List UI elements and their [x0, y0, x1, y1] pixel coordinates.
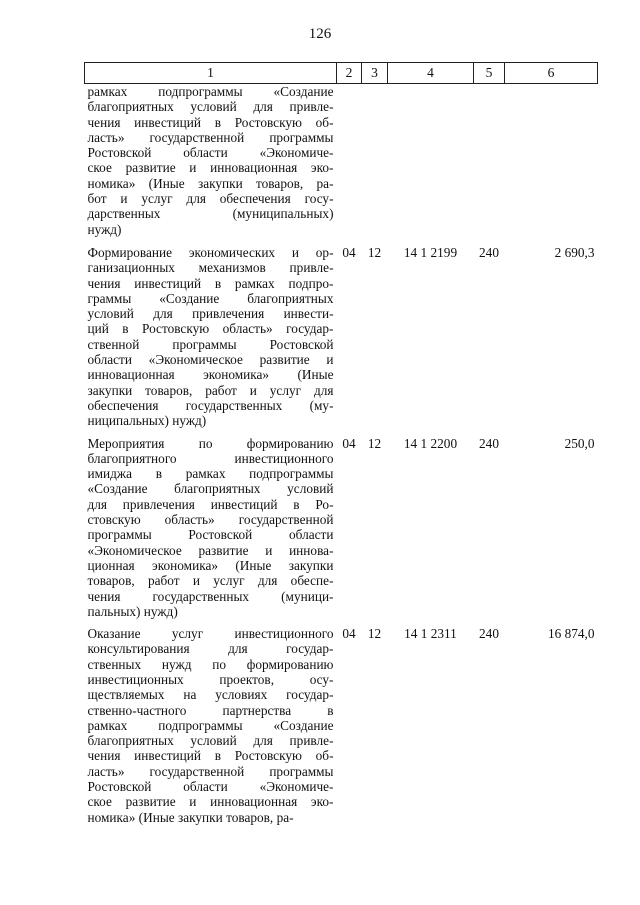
description-line: для привлечения инвестиций в Ро- [87, 496, 334, 512]
section-code [337, 84, 362, 240]
amount-value: 2 690,3 [554, 244, 595, 260]
description-line: Формирование экономических и ор- [87, 244, 334, 260]
description-line: граммы «Создание благоприятных [87, 290, 334, 306]
header-col-6: 6 [505, 63, 598, 84]
description-line: номика» (Иные закупки товаров, ра- [87, 809, 294, 825]
description-line: ственно-частного партнерства в [87, 702, 334, 718]
header-col-3: 3 [362, 63, 388, 84]
target-article-code [388, 84, 474, 240]
description-line: консультирования для государ- [87, 641, 334, 657]
description-line: товаров, работ и услуг для обеспе- [87, 573, 334, 589]
row-description [85, 431, 337, 622]
target-article-code: 14 1 2311 [404, 626, 457, 642]
row-description [85, 240, 337, 431]
description-line: ществляемых на условиях государ- [87, 687, 334, 703]
description-line: стовскую область» государственной [87, 512, 334, 528]
description-line: обеспечения государственных (му- [87, 397, 334, 413]
description-line: пальных) нужд) [87, 603, 178, 619]
table-body [85, 84, 598, 827]
description-line: Оказание услуг инвестиционного [87, 626, 334, 642]
description-line: чения инвестиций в Ростовскую об- [87, 114, 334, 130]
description-line: программы Ростовской области [87, 527, 334, 543]
amount-value: 250,0 [564, 435, 595, 451]
table-row [85, 84, 598, 240]
header-col-4: 4 [388, 63, 474, 84]
page-number: 126 [308, 26, 332, 42]
description-line: закупки товаров, работ и услуг для [87, 382, 334, 398]
header-col-5: 5 [474, 63, 505, 84]
description-line: области «Экономическое развитие и [87, 352, 334, 368]
description-line: ций в Ростовскую область» государ- [87, 321, 334, 337]
table-row [85, 621, 598, 827]
description-line: чения инвестиций в рамках подпро- [87, 275, 334, 291]
expense-type-code: 240 [479, 435, 499, 451]
description-line: бот и услуг для обеспечения госу- [87, 191, 334, 207]
subsection-code [362, 84, 388, 240]
description-line: чения государственных (муници- [87, 588, 334, 604]
subsection-code: 12 [367, 435, 382, 451]
description-line: ласть» государственной программы [87, 763, 334, 779]
row-description [85, 84, 337, 240]
description-line: ственных нужд по формированию [87, 656, 334, 672]
description-line: чения инвестиций в Ростовскую об- [87, 748, 334, 764]
description-line: ственной программы Ростовской [87, 336, 334, 352]
header-col-2: 2 [337, 63, 362, 84]
subsection-code: 12 [367, 244, 382, 260]
description-line: рамках подпрограммы «Создание [87, 84, 334, 99]
description-line: ское развитие и инновационная эко- [87, 794, 334, 810]
description-line: ское развитие и инновационная эко- [87, 160, 334, 176]
description-line: дарственных (муниципальных) [87, 206, 334, 222]
description-line: нужд) [87, 221, 122, 237]
expense-type-code [474, 84, 505, 240]
description-line: Ростовской области «Экономиче- [87, 779, 334, 795]
description-line: рамках подпрограммы «Создание [87, 717, 334, 733]
description-line: инвестиционных проектов, осу- [87, 671, 334, 687]
section-code: 04 [342, 244, 356, 260]
description-line: «Создание благоприятных условий [87, 481, 334, 497]
description-line: Ростовской области «Экономиче- [87, 145, 334, 161]
description-line: ционная экономика» (Иные закупки [87, 557, 334, 573]
description-line: благоприятных условий для привле- [87, 733, 334, 749]
target-article-code: 14 1 2199 [403, 244, 458, 260]
description-line: «Экономическое развитие и иннова- [87, 542, 334, 558]
amount-value: 16 874,0 [547, 626, 595, 642]
target-article-code: 14 1 2200 [403, 435, 458, 451]
amount-value [505, 84, 598, 240]
header-col-1: 1 [85, 63, 337, 84]
description-line: благоприятного инвестиционного [87, 450, 334, 466]
description-line: имиджа в рамках подпрограммы [87, 466, 334, 482]
subsection-code: 12 [367, 626, 382, 642]
description-line: номика» (Иные закупки товаров, ра- [87, 175, 334, 191]
description-line: ганизационных механизмов привле- [87, 260, 334, 276]
description-line: благоприятных условий для привле- [87, 99, 334, 115]
description-line: инновационная экономика» (Иные [87, 367, 334, 383]
table-header-row [85, 63, 598, 84]
description-line: ниципальных) нужд) [87, 413, 207, 429]
table-row [85, 240, 598, 431]
section-code: 04 [342, 626, 356, 642]
description-line: условий для привлечения инвести- [87, 306, 334, 322]
budget-table [84, 62, 598, 827]
section-code: 04 [342, 435, 356, 451]
row-description [85, 621, 337, 827]
expense-type-code: 240 [479, 244, 499, 260]
description-line: ласть» государственной программы [87, 129, 334, 145]
table-row [85, 431, 598, 622]
description-line: Мероприятия по формированию [87, 435, 334, 451]
expense-type-code: 240 [479, 626, 499, 642]
